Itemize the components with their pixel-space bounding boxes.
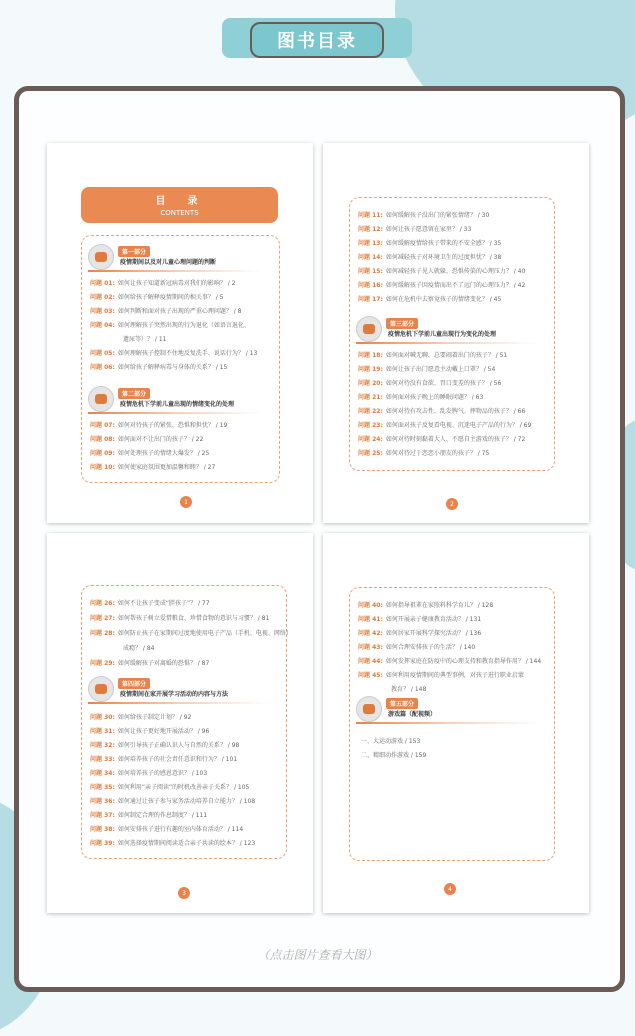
toc-entry	[90, 826, 280, 833]
question-number: 问题 16:	[358, 282, 383, 289]
question-number: 问题 40:	[358, 602, 383, 609]
section-header	[356, 696, 548, 722]
toc-entry	[358, 254, 548, 261]
view-larger-hint[interactable]: （点击图片查看大图）	[257, 948, 378, 962]
question-text: 如何对待孩子的紧张、恐惧和担忧？ / 19	[117, 422, 228, 429]
toc-entry	[90, 350, 273, 357]
question-text: 如何缓解孩子因疫情而出不了远门的心理压力？ / 42	[385, 282, 526, 289]
page-number: 2	[446, 498, 458, 510]
question-number: 问题 35:	[90, 784, 115, 791]
question-text: 如何通过让孩子参与家务活动培养自立能力？ / 108	[117, 798, 256, 805]
question-text: 如何面对不让出门的孩子？ / 22	[117, 436, 204, 443]
question-number: 问题 31:	[90, 728, 115, 735]
question-number: 问题 45:	[358, 672, 383, 679]
section-icon	[356, 316, 382, 342]
question-number: 问题 43:	[358, 644, 383, 651]
question-text: 如何防止孩子在家期间过度地使用电子产品（手机、电视、网络）	[117, 630, 292, 637]
section-label: 第三部分	[386, 318, 418, 329]
question-text: 一、大运动游戏 / 153	[361, 738, 421, 745]
book-page-4[interactable]	[323, 533, 589, 913]
toc-entry	[358, 450, 548, 457]
toc-entry	[90, 280, 273, 287]
section-label: 第四部分	[118, 678, 150, 689]
question-number: 问题 15:	[358, 268, 383, 275]
toc-header	[81, 187, 278, 223]
question-number: 问题 11:	[358, 212, 383, 219]
question-text: 如何理解孩子突然出现的行为退化（如语言退化、	[117, 322, 250, 329]
toc-entry	[90, 464, 273, 471]
question-text: 如何让孩子出门愿意主动戴上口罩？ / 54	[385, 366, 496, 373]
question-text: 如何理解孩子控制不住地反复洗手、说话行为？ / 13	[117, 350, 258, 357]
book-page-1[interactable]	[47, 143, 313, 523]
question-number: 问题 25:	[358, 450, 383, 457]
toc-entry	[358, 602, 548, 609]
toc-entry	[120, 336, 273, 343]
question-number: 问题 42:	[358, 630, 383, 637]
page-number: 3	[178, 887, 190, 899]
question-number: 问题 17:	[358, 296, 383, 303]
question-number: 问题 13:	[358, 240, 383, 247]
question-text: 如何发挥家庭在防疫中的心理支持和教育指导作用？ / 144	[385, 658, 542, 665]
toc-entry	[358, 752, 548, 759]
toc-entry	[358, 366, 548, 373]
book-page-3[interactable]	[47, 533, 313, 913]
toc-box	[349, 587, 555, 861]
question-text: 如何缓解孩子没出门的紧张情绪？ / 30	[385, 212, 490, 219]
toc-entry	[90, 422, 273, 429]
toc-entry	[90, 364, 273, 371]
question-text: 如何让孩子更好地开展活动？ / 96	[117, 728, 210, 735]
question-number: 问题 01:	[90, 280, 115, 287]
question-number: 问题 19:	[358, 366, 383, 373]
question-text: 如何培养孩子的社会责任意识和行为？ / 101	[117, 756, 238, 763]
question-number: 问题 06:	[90, 364, 115, 371]
question-number: 问题 32:	[90, 742, 115, 749]
toc-entry	[90, 770, 280, 777]
question-number: 问题 07:	[90, 422, 115, 429]
toc-entry	[388, 686, 548, 693]
question-number: 问题 09:	[90, 450, 115, 457]
section-title: 疫情期间以及对儿童心理问题的判断	[120, 259, 217, 266]
question-number: 问题 23:	[358, 422, 383, 429]
question-text: 遗尿等）？ / 11	[123, 336, 167, 343]
toc-entry	[358, 630, 548, 637]
page-number: 1	[180, 496, 192, 508]
question-text: 如何面对孩子晚上的睡眠问题？ / 63	[385, 394, 484, 401]
toc-entry	[90, 600, 280, 607]
question-text: 如何处理孩子的情绪大爆发？ / 25	[117, 450, 210, 457]
page-number: 4	[444, 883, 456, 895]
toc-entry	[90, 784, 280, 791]
question-text: 如何让孩子愿意留在家里？ / 33	[385, 226, 472, 233]
question-text: 如何指导祖辈在家照料科学育儿？ / 128	[385, 602, 494, 609]
section-title: 疫情危机下学前儿童出现的情绪变化的处理	[120, 401, 235, 408]
toc-entry	[358, 226, 548, 233]
question-text: 教育？ / 148	[391, 686, 427, 693]
section-icon	[88, 386, 114, 412]
toc-box	[81, 235, 280, 483]
section-header	[88, 386, 273, 412]
toc-entry	[90, 450, 273, 457]
page-title: 图书目录	[250, 22, 384, 58]
section-header	[88, 244, 273, 270]
toc-entry	[90, 436, 273, 443]
section-label: 第五部分	[386, 698, 418, 709]
question-text: 如何开展亲子健康教育活动？ / 131	[385, 616, 482, 623]
question-number: 问题 21:	[358, 394, 383, 401]
question-text: 如何缓解孩子对离婚的恐惧？ / 87	[117, 660, 210, 667]
toc-entry	[358, 658, 548, 665]
toc-entry	[358, 296, 548, 303]
book-page-2[interactable]	[323, 143, 589, 523]
toc-entry	[90, 798, 280, 805]
question-number: 问题 10:	[90, 464, 115, 471]
question-text: 如何帮孩子树立爱惜粮食、珍惜食物的意识与习惯？ / 81	[117, 615, 270, 622]
toc-entry	[358, 436, 548, 443]
toc-entry	[90, 630, 292, 637]
section-label: 第二部分	[118, 388, 150, 399]
toc-entry	[90, 714, 280, 721]
question-text: 如何利用疫情期间的典型事例，对孩子进行职业启蒙	[385, 672, 524, 679]
toc-entry	[358, 394, 548, 401]
question-text: 如何使家庭氛围更加温馨和睦？ / 27	[117, 464, 216, 471]
question-text: 如何面对孩子反复看电视、沉迷电子产品的行为？ / 69	[385, 422, 532, 429]
section-icon	[88, 676, 114, 702]
toc-entry	[90, 840, 280, 847]
question-number: 问题 29:	[90, 660, 115, 667]
toc-entry	[358, 352, 548, 359]
toc-entry	[358, 738, 548, 745]
question-number: 问题 39:	[90, 840, 115, 847]
toc-entry	[358, 616, 548, 623]
toc-entry	[358, 644, 548, 651]
section-header	[356, 316, 548, 342]
section-header	[88, 676, 280, 702]
question-text: 如何安排孩子进行有趣的室内体育活动？ / 114	[117, 826, 244, 833]
section-title: 疫情危机下学前儿童出现行为变化的处理	[388, 331, 497, 338]
toc-entry	[90, 756, 280, 763]
toc-entry	[90, 742, 280, 749]
question-number: 问题 33:	[90, 756, 115, 763]
question-text: 如何减轻孩子见人就躲、恐惧传染的心理压力？ / 40	[385, 268, 526, 275]
section-label: 第一部分	[118, 246, 150, 257]
toc-entry	[120, 645, 280, 652]
toc-title-en: CONTENTS	[160, 209, 199, 217]
section-title: 游戏篇（配视频）	[388, 711, 437, 718]
question-number: 问题 04:	[90, 322, 115, 329]
toc-box	[349, 197, 555, 471]
question-number: 问题 38:	[90, 826, 115, 833]
question-text: 如何判断和面对孩子出现的严重心理问题？ / 8	[117, 308, 242, 315]
question-number: 问题 20:	[358, 380, 383, 387]
section-icon	[88, 244, 114, 270]
toc-entry	[90, 294, 273, 301]
toc-entry	[358, 240, 548, 247]
question-number: 问题 18:	[358, 352, 383, 359]
question-number: 问题 14:	[358, 254, 383, 261]
question-text: 如何缓解疫情给孩子带来的不安全感？ / 35	[385, 240, 502, 247]
toc-entry	[358, 408, 548, 415]
question-number: 问题 30:	[90, 714, 115, 721]
question-number: 问题 22:	[358, 408, 383, 415]
question-number: 问题 44:	[358, 658, 383, 665]
question-text: 如何让孩子知道新冠病毒对我们的影响？ / 2	[117, 280, 236, 287]
toc-title: 目 录	[155, 196, 204, 207]
toc-box	[81, 585, 292, 859]
question-text: 如何居家开展科学探究活动？ / 136	[385, 630, 482, 637]
toc-entry	[90, 615, 280, 622]
question-text: 如何合理安排孩子的生活？ / 140	[385, 644, 476, 651]
question-text: 如何引导孩子正确认识人与自然的关系？ / 98	[117, 742, 240, 749]
question-number: 问题 27:	[90, 615, 115, 622]
toc-entry	[358, 672, 548, 679]
question-text: 如何利用“亲子阅读”的时机改善亲子关系？ / 105	[117, 784, 250, 791]
question-text: 如何培养孩子的感恩意识？ / 103	[117, 770, 208, 777]
question-text: 如何给孩子制定计划？ / 92	[117, 714, 192, 721]
question-text: 如何对待有攻击性、乱发脾气、摔物品的孩子？ / 66	[385, 408, 526, 415]
question-text: 如何对待时刻黏着大人、不愿自主游戏的孩子？ / 72	[385, 436, 526, 443]
question-number: 问题 36:	[90, 798, 115, 805]
question-text: 如何对待过于恋恋小朋友的孩子？ / 75	[385, 450, 490, 457]
toc-entry	[358, 282, 548, 289]
question-text: 如何给孩子解释疫情期间的相关事？ / 5	[117, 294, 224, 301]
question-text: 如何给孩子解释病毒与身体的关系？ / 15	[117, 364, 228, 371]
question-number: 问题 37:	[90, 812, 115, 819]
question-text: 如何制定合理的作息制度？ / 111	[117, 812, 208, 819]
question-number: 问题 28:	[90, 630, 115, 637]
toc-entry	[90, 308, 273, 315]
toc-entry	[358, 422, 548, 429]
section-title: 疫情期间在家开展学习活动的内容与方法	[120, 691, 229, 698]
question-text: 如何不让孩子变成“胖孩子”？ / 77	[117, 600, 210, 607]
question-number: 问题 05:	[90, 350, 115, 357]
question-number: 问题 12:	[358, 226, 383, 233]
question-number: 问题 02:	[90, 294, 115, 301]
toc-entry	[90, 660, 280, 667]
question-number: 问题 03:	[90, 308, 115, 315]
toc-entry	[90, 322, 273, 329]
question-text: 如何选择疫情期间阅读适合亲子共读的绘本？ / 123	[117, 840, 256, 847]
question-number: 问题 08:	[90, 436, 115, 443]
toc-entry	[90, 812, 280, 819]
question-text: 如何减轻孩子对环境卫生的过度担忧？ / 38	[385, 254, 502, 261]
question-number: 问题 34:	[90, 770, 115, 777]
question-number: 问题 41:	[358, 616, 383, 623]
question-number: 问题 26:	[90, 600, 115, 607]
toc-entry	[358, 380, 548, 387]
toc-entry	[90, 728, 280, 735]
toc-entry	[358, 212, 548, 219]
question-text: 二、精细动作游戏 / 159	[361, 752, 427, 759]
question-text: 如何面对喊无聊、总要闹着出门的孩子？ / 51	[385, 352, 508, 359]
section-icon	[356, 696, 382, 722]
question-text: 如何对待没有食欲、胃口变差的孩子？ / 56	[385, 380, 502, 387]
gallery-frame	[14, 86, 625, 992]
question-number: 问题 24:	[358, 436, 383, 443]
question-text: 如何在危机中去察觉孩子的情绪变化？ / 45	[385, 296, 502, 303]
question-text: 成瘾？ / 84	[123, 645, 155, 652]
toc-entry	[358, 268, 548, 275]
